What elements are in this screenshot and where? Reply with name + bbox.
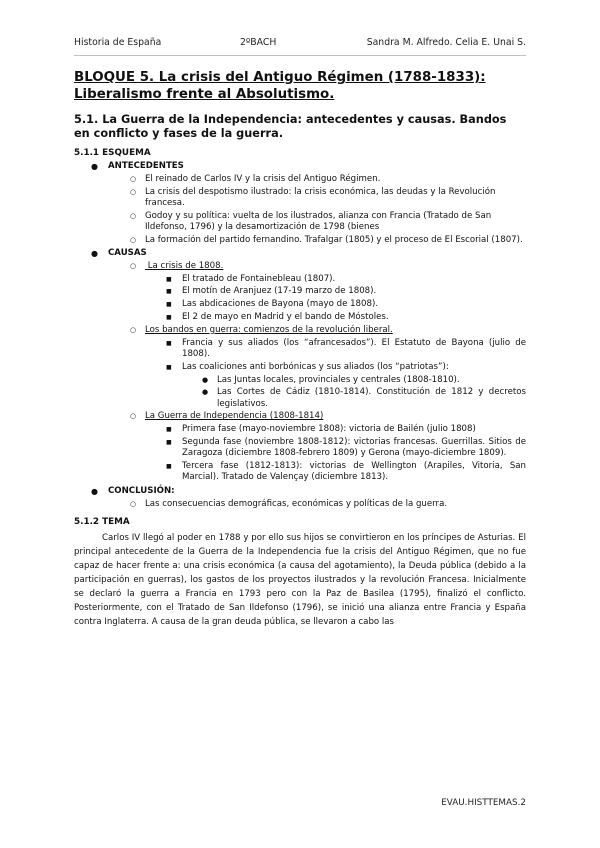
disc-bullet-icon: ● (91, 162, 98, 171)
block-title: BLOQUE 5. La crisis del Antiguo Régimen (1788-1833): Liberalismo frente al Absolutismo. (74, 70, 486, 102)
list-item: ○ Godoy y su política: vuelta de los ilustrados, alianza con Francia (Tratado de San Ildefonso, 1796) y la desamortización de 1798 (bienes (130, 210, 492, 232)
circle-bullet-icon: ○ (130, 499, 137, 508)
square-bullet-icon: ■ (166, 301, 172, 309)
list-item: ○ La formación del partido fernandino. Trafalgar (1805) y el proceso de El Escorial (1807). (130, 234, 523, 245)
circle-bullet-icon: ○ (130, 174, 137, 183)
circle-bullet-icon: ○ (130, 261, 137, 270)
page-header (74, 37, 526, 51)
disc-bullet-icon: ● (202, 388, 209, 397)
list-item: ■ Tercera fase (1812-1813): victorias de Wellington (Arapiles, Vitoria, San Marcial). Tratado de Valençay (diciembre 1813). (166, 461, 526, 483)
tema-heading: 5.1.2 TEMA (74, 516, 130, 527)
antecedentes-heading: ● ANTECEDENTES (91, 161, 184, 171)
disc-bullet-icon: ● (202, 375, 209, 384)
header-course: 2ºBACH (240, 37, 277, 48)
circle-bullet-icon: ○ (130, 211, 137, 220)
section-heading: 5.1. La Guerra de la Independencia: antecedentes y causas. Bandos en conflicto y fases de la guerra. (74, 113, 507, 140)
page-footer: EVAU.HISTTEMAS.2 (441, 798, 526, 808)
list-item: ■ El 2 de mayo en Madrid y el bando de Móstoles. (166, 312, 389, 323)
square-bullet-icon: ■ (166, 339, 172, 347)
disc-bullet-icon: ● (91, 249, 98, 259)
causas-heading: ● CAUSAS (91, 248, 147, 259)
square-bullet-icon: ■ (166, 363, 172, 371)
square-bullet-icon: ■ (166, 314, 172, 322)
list-item: ■ Francia y sus aliados (los “afrancesados”). El Estatuto de Bayona (julio de 1808). (166, 337, 526, 359)
list-item: ■ El motín de Aranjuez (17-19 marzo de 1808). (166, 286, 377, 297)
list-item: ■ El tratado de Fontainebleau (1807). (166, 273, 336, 284)
square-bullet-icon: ■ (166, 275, 172, 283)
square-bullet-icon: ■ (166, 463, 172, 471)
list-item: ○ Los bandos en guerra: comienzos de la revolución liberal. (130, 324, 393, 335)
list-item: ■ Las coaliciones anti borbónicas y sus aliados (los “patriotas”): (166, 361, 449, 372)
square-bullet-icon: ■ (166, 288, 172, 296)
document-body (74, 70, 526, 629)
circle-bullet-icon: ○ (130, 325, 137, 334)
conclusion-heading: ● CONCLUSIÓN: (91, 485, 175, 496)
list-item: ○ La Guerra de Independencia (1808-1814) (130, 411, 324, 422)
circle-bullet-icon: ○ (130, 412, 137, 421)
list-item: ■ Segunda fase (noviembre 1808-1812): victorias francesas. Guerrillas. Sitios de Zaragoza (diciembre 1808-febrero 1809) y Gerona (mayo-diciembre 1809). (166, 437, 526, 459)
list-item: ○ El reinado de Carlos IV y la crisis del Antiguo Régimen. (130, 173, 381, 184)
list-item: ● Las Juntas locales, provinciales y centrales (1808-1810). (202, 374, 460, 385)
list-item: ● Las Cortes de Cádiz (1810-1814). Constitución de 1812 y decretos legislativos. (202, 387, 526, 409)
esquema-heading: 5.1.1 ESQUEMA (74, 148, 151, 158)
list-item: ■ Primera fase (mayo-noviembre 1808): victoria de Bailén (julio 1808) (166, 424, 476, 435)
square-bullet-icon: ■ (166, 426, 172, 434)
header-divider (74, 55, 526, 56)
list-item: ■ Las abdicaciones de Bayona (mayo de 1808). (166, 299, 379, 310)
circle-bullet-icon: ○ (130, 187, 137, 196)
circle-bullet-icon: ○ (130, 235, 137, 244)
disc-bullet-icon: ● (91, 486, 98, 496)
list-item: ○ La crisis de 1808. (130, 260, 224, 271)
list-item: ○ Las consecuencias demográficas, económicas y políticas de la guerra. (130, 498, 448, 509)
tema-paragraph: Carlos IV llegó al poder en 1788 y por ello sus hijos se convirtieron en los príncipes de Asturias. El principal antecedente de la Guerra de la Independencia fue la crisis del Antiguo Régimen, que no fue capaz de hacer frente a: una crisis económica (a causa del agotamiento), la Deuda pública (debido a la participación en guerras), los gastos de los proyectos ilustrados y la revolución Francesa. Inicialmente se declaró la guerra a Francia en 1793 pero con la Paz de Basilea (1795), finalizó el conflicto. Posteriormente, con el Tratado de San Ildefonso (1796), se inició una alianza entre Francia y España contra Inglaterra. A causa de la gran deuda pública, se llevaron a cabo las (74, 532, 526, 627)
square-bullet-icon: ■ (166, 439, 172, 447)
header-authors: Sandra M. Alfredo. Celia E. Unai S. (366, 37, 526, 48)
list-item: ○ La crisis del despotismo ilustrado: la crisis económica, las deudas y la Revolución francesa. (130, 186, 496, 208)
header-subject: Historia de España (74, 37, 162, 48)
